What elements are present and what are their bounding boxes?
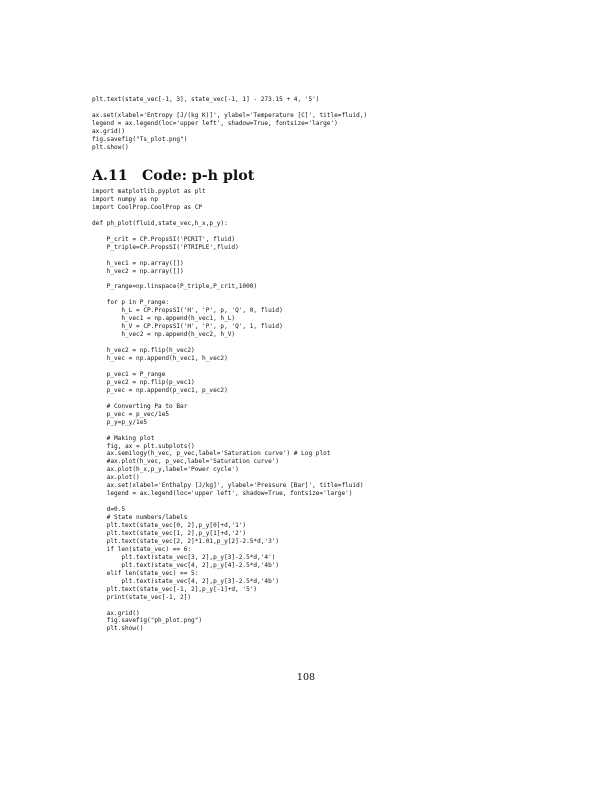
code-line: import numpy as np [92, 195, 159, 203]
code-listing-ph-plot [92, 188, 364, 633]
code-line: p_vec = p_vec/1e5 [92, 410, 170, 418]
code-line: legend = ax.legend(loc='upper left', shadow=True, fontsize='large') [92, 490, 353, 498]
section-title: Code: p-h plot [142, 168, 255, 184]
code-line: import CoolProp.CoolProp as CP [92, 203, 203, 211]
code-line: h_L = CP.PropsSI('H', 'P', p, 'Q', 0, fluid) [92, 307, 283, 315]
code-line: ax.semilogy(h_vec, p_vec,label='Saturation curve') # Log plot [92, 450, 331, 458]
code-line: p_y=p_y/1e5 [92, 418, 148, 426]
section-number: A.11 [92, 168, 128, 184]
code-line: legend = ax.legend(loc='upper left', shadow=True, fontsize='large') [92, 119, 338, 127]
code-line: ax.grid() [92, 127, 126, 135]
code-line: plt.text(state_vec[0, 2],p_y[0]+d,'1') [92, 522, 247, 530]
code-line: ax.grid() [92, 609, 140, 617]
code-line: ax.plot(h_x,p_y,label='Power cycle') [92, 466, 239, 474]
code-line: P_triple=CP.PropsSI('PTRIPLE',fluid) [92, 243, 239, 251]
code-line: import matplotlib.pyplot as plt [92, 188, 206, 195]
code-line: d=0.5 [92, 506, 126, 514]
code-line: plt.text(state_vec[4, 2],p_y[3]-2.5*d,'4b') [92, 577, 280, 585]
code-line: for p in P_range: [92, 299, 170, 307]
code-line: ax.plot() [92, 474, 140, 482]
code-line: plt.text(state_vec[-1, 2],p_y[-1]+d, '5') [92, 585, 258, 593]
code-line: p_vec = np.append(p_vec1, p_vec2) [92, 386, 228, 394]
code-line: h_vec = np.append(h_vec1, h_vec2) [92, 355, 228, 363]
code-line: # Converting Pa to Bar [92, 402, 188, 410]
code-line: plt.text(state_vec[4, 2],p_y[4]-2.5*d,'4b') [92, 561, 280, 569]
code-listing-continued [92, 96, 367, 152]
code-line: plt.text(state_vec[1, 2],p_y[1]+d,'2') [92, 529, 247, 537]
code-line: # Making plot [92, 434, 155, 442]
code-line: elif len(state_vec) == 5: [92, 569, 199, 577]
code-line: if len(state_vec) == 6: [92, 545, 192, 553]
code-line: P_crit = CP.PropsSI('PCRIT', fluid) [92, 235, 236, 243]
code-line: h_V = CP.PropsSI('H', 'P', p, 'Q', 1, fluid) [92, 323, 283, 331]
code-line: def ph_plot(fluid,state_vec,h_x,p_y): [92, 219, 228, 227]
code-line: p_vec1 = P_range [92, 370, 166, 378]
code-line: h_vec2 = np.flip(h_vec2) [92, 347, 195, 355]
code-line: fig, ax = plt.subplots() [92, 442, 195, 450]
code-line: p_vec2 = np.flip(p_vec1) [92, 378, 195, 386]
code-line: # State numbers/labels [92, 514, 188, 522]
code-line: ax.set(xlabel='Enthalpy [J/kg]', ylabel='Pressure [Bar]', title=fluid) [92, 482, 364, 490]
code-line: h_vec2 = np.array([]) [92, 267, 184, 275]
code-line: plt.show() [92, 625, 144, 633]
code-line: plt.text(state_vec[3, 2],p_y[3]-2.5*d,'4') [92, 553, 276, 561]
code-line: plt.text(state_vec[-1, 3], state_vec[-1, 1] - 273.15 + 4, '5') [92, 96, 320, 103]
code-line: h_vec2 = np.append(h_vec2, h_V) [92, 331, 236, 339]
code-line: h_vec1 = np.array([]) [92, 259, 184, 267]
page-number: 108 [296, 672, 316, 683]
code-line: P_range=np.linspace(P_triple,P_crit,1000) [92, 283, 258, 291]
code-line: ax.set(xlabel='Entropy [J/(kg K)]', ylabel='Temperature [C]', title=fluid,) [92, 111, 368, 119]
code-line: #ax.plot(h_vec, p_vec,label='Saturation curve') [92, 458, 280, 466]
section-heading [92, 168, 254, 184]
code-line: plt.show() [92, 143, 129, 151]
code-line: fig.savefig("ph_plot.png") [92, 617, 203, 625]
code-line: fig.savefig("Ts_plot.png") [92, 135, 188, 143]
code-line: plt.text(state_vec[2, 2]*1.01,p_y[2]-2.5*d,'3') [92, 537, 280, 545]
code-line: h_vec1 = np.append(h_vec1, h_L) [92, 315, 236, 323]
code-line: print(state_vec[-1, 2]) [92, 593, 192, 601]
